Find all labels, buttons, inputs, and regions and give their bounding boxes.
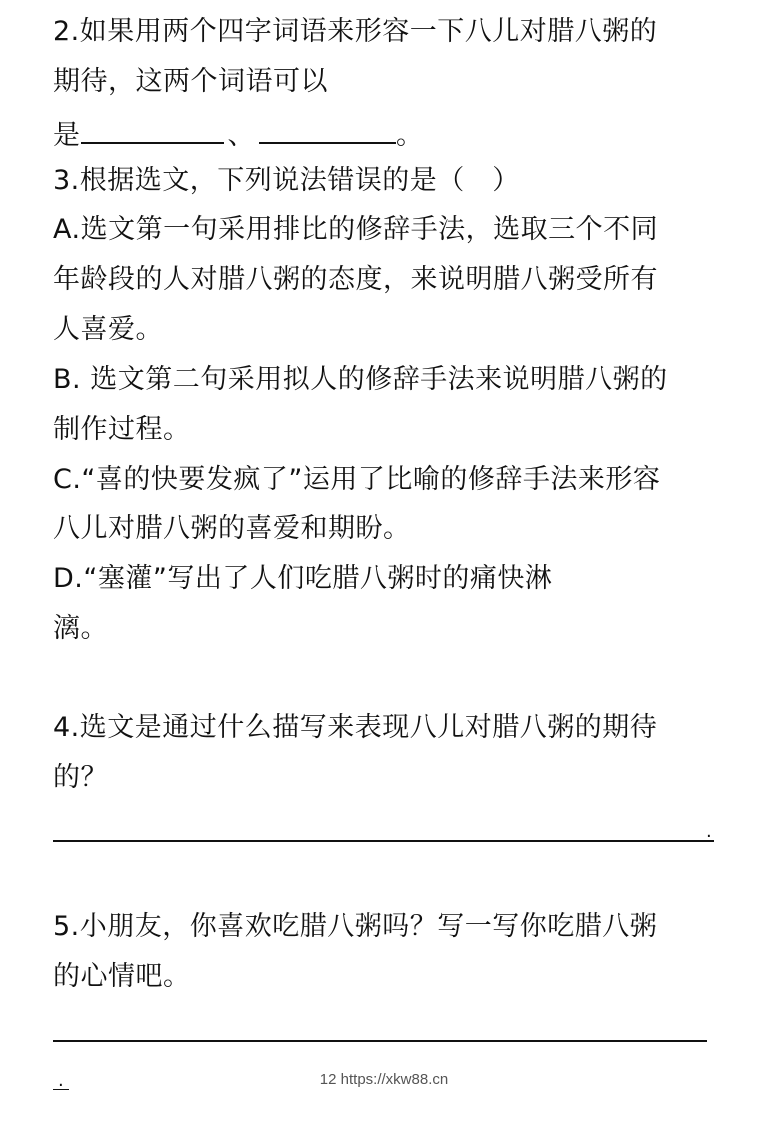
q2-answer-separator: 、	[227, 120, 255, 151]
q3-option-a-line-2: 年龄段的人对腊八粥的态度，来说明腊八粥受所有	[53, 264, 658, 295]
q4-answer-end-mark: .	[706, 821, 712, 842]
q3-stem: 3.根据选文，下列说法错误的是（ ）	[53, 165, 520, 196]
q3-option-c-line-1: C.“喜的快要发疯了”运用了比喻的修辞手法来形容	[53, 464, 661, 495]
q3-option-a-line-1: A.选文第一句采用排比的修辞手法，选取三个不同	[53, 214, 659, 245]
q5-answer-underline-stub	[53, 1089, 69, 1090]
q3-option-d-line-1: D.“塞灌”写出了人们吃腊八粥时的痛快淋	[53, 563, 553, 594]
q5-line-1: 5.小朋友，你喜欢吃腊八粥吗？写一写你吃腊八粥	[53, 911, 658, 942]
q3-option-b-line-1: B. 选文第二句采用拟人的修辞手法来说明腊八粥的	[53, 364, 668, 395]
q2-answer-blank-1[interactable]	[81, 114, 224, 144]
q2-answer-blank-2[interactable]	[259, 114, 396, 144]
q3-option-b-line-2: 制作过程。	[53, 414, 191, 445]
q5-answer-line[interactable]	[53, 1040, 707, 1042]
q4-line-1: 4.选文是通过什么描写来表现八儿对腊八粥的期待	[53, 712, 658, 743]
q2-line-1: 2.如果用两个四字词语来形容一下八儿对腊八粥的	[53, 16, 658, 47]
q3-option-d-line-2: 漓。	[53, 613, 108, 644]
q5-answer-end-mark: .	[58, 1070, 64, 1091]
q3-option-c-line-2: 八儿对腊八粥的喜爱和期盼。	[53, 513, 411, 544]
q2-line-2: 期待，这两个词语可以	[53, 66, 328, 97]
q2-answer-line	[53, 114, 424, 154]
q2-answer-end: 。	[396, 120, 424, 151]
q4-line-2: 的？	[53, 762, 108, 793]
page-footer: 12 https://xkw88.cn	[319, 1071, 449, 1088]
q4-answer-line[interactable]	[53, 840, 714, 842]
q5-line-2: 的心情吧。	[53, 961, 191, 992]
q2-answer-prefix: 是	[53, 120, 81, 151]
q3-option-a-line-3: 人喜爱。	[53, 314, 163, 345]
